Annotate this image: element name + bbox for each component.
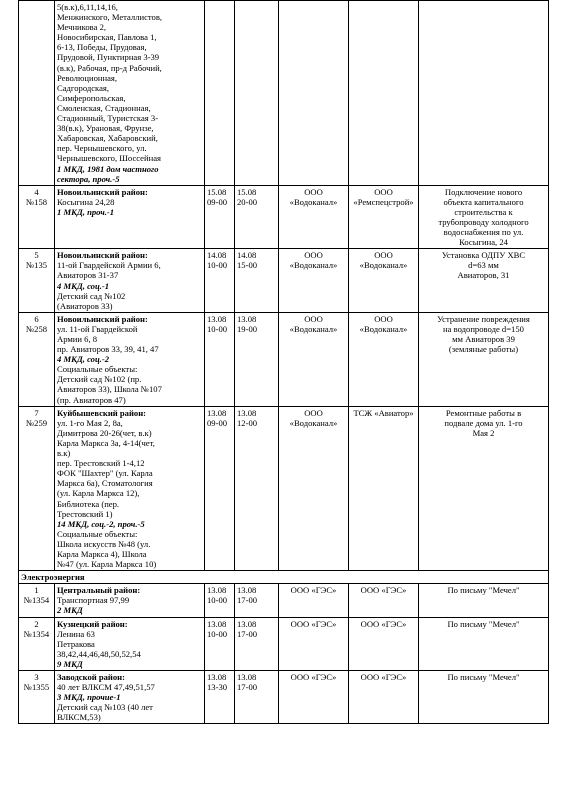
summary-line: 3 МКД, прочие-1: [57, 692, 121, 703]
start-time: 10-00: [207, 260, 228, 271]
row-code: №135: [25, 260, 48, 271]
work-line: Авиаторов, 31: [457, 270, 510, 281]
start-time: 10-00: [207, 628, 228, 639]
table-row: [19, 617, 549, 670]
end-date: 13.08: [237, 618, 257, 629]
table-row-continued: [19, 1, 549, 186]
cell-organization: [279, 312, 349, 406]
cell-organization: [279, 249, 349, 313]
executor-line: ООО «ГЭС»: [360, 618, 407, 629]
start-time: 10-00: [207, 595, 228, 606]
cell-start: [205, 249, 235, 313]
cell-work: [419, 312, 549, 406]
address-line: Менжинского, Металлистов,: [57, 12, 163, 23]
cell-work: [419, 671, 549, 724]
cell-start: [205, 1, 235, 186]
address-line: ул. 11-ой Гвардейской: [57, 323, 138, 334]
table-row: [19, 406, 549, 571]
executor-line: «Водоканал»: [359, 260, 408, 271]
address-line: Транспортная 97,99: [57, 595, 130, 606]
table-row: [19, 584, 549, 617]
executor-line: ООО: [374, 250, 393, 261]
address-line: ФОК "Шахтер" (ул. Карла: [57, 468, 153, 479]
social-object-line: Социальные объекты:: [57, 528, 138, 539]
address-line: Стадионный, Туристская 3-: [57, 113, 159, 124]
end-time: 15-00: [237, 260, 258, 271]
cell-start: [205, 185, 235, 249]
cell-end: [235, 406, 279, 571]
start-date: 13.08: [207, 672, 227, 682]
row-code: №158: [25, 196, 48, 207]
address-line: Мечникова 2,: [57, 22, 107, 33]
work-line: объекта капитального: [443, 196, 524, 207]
row-number: 6: [34, 313, 39, 324]
table-row: [19, 185, 549, 249]
end-time: 20-00: [237, 196, 258, 207]
start-date: 13.08: [207, 618, 227, 629]
end-date: 13.08: [237, 313, 257, 324]
address-line: пер. Трестовский 1-4,12: [57, 458, 145, 469]
address-line: Чернышевского, Шоссейная: [57, 153, 161, 164]
cell-start: [205, 312, 235, 406]
row-code: №1354: [23, 595, 50, 606]
cell-start: [205, 617, 235, 670]
work-line: на водопроводе d=150: [443, 323, 524, 334]
address-line: Прудовой, Пунктирная 3-39: [57, 52, 160, 63]
organization-line: «Водоканал»: [289, 196, 338, 207]
summary-line: 9 МКД: [57, 658, 83, 669]
section-title: Электроэнергия: [19, 571, 549, 584]
row-number: 1: [34, 585, 39, 596]
cell-addresses: [55, 584, 205, 617]
work-line: Установка ОДПУ ХВС: [441, 250, 526, 261]
cell-organization: [279, 671, 349, 724]
district-name: Кузнецкий район:: [57, 618, 128, 629]
social-object-line: Карла Маркса 4), Школа: [57, 548, 147, 559]
cell-executor: [349, 185, 419, 249]
social-object-line: ВЛКСМ,53): [57, 712, 101, 723]
start-time: 09-00: [207, 196, 228, 207]
address-line: 38(в.к), Урановая, Фрунзе,: [57, 123, 154, 134]
row-number: 7: [34, 407, 39, 418]
row-code: №1354: [23, 628, 50, 639]
work-line: Устранение повреждения: [437, 313, 530, 324]
address-line: Карла Маркса 3а, 4-14(чет,: [57, 437, 155, 448]
row-number: 5: [34, 250, 39, 261]
organization-line: ООО: [304, 250, 323, 261]
start-date: 13.08: [207, 313, 227, 324]
executor-line: «Водоканал»: [359, 323, 408, 334]
address-line: Маркса 6а), Стоматология: [57, 478, 153, 489]
organization-line: ООО «ГЭС»: [290, 585, 337, 596]
outage-schedule-table: [18, 0, 549, 724]
start-time: 09-00: [207, 417, 228, 428]
end-date: 15.08: [237, 186, 257, 197]
work-line: Косыгина, 24: [459, 237, 508, 248]
cell-number: [19, 671, 55, 724]
social-object-line: (Авиаторов 33): [57, 300, 113, 311]
address-line: 11-ой Гвардейской Армии 6,: [57, 260, 161, 271]
row-code: №259: [25, 417, 48, 428]
cell-start: [205, 406, 235, 571]
summary-line: 4 МКД, соц.-2: [57, 354, 110, 365]
table-row: [19, 312, 549, 406]
cell-addresses: [55, 249, 205, 313]
cell-work: [419, 249, 549, 313]
address-line: пер. Чернышевского, ул.: [57, 143, 147, 154]
social-object-line: Школа искусств №48 (ул.: [57, 538, 151, 549]
district-name: Заводской район:: [57, 672, 125, 682]
organization-line: ООО: [304, 407, 323, 418]
address-line: пр. Авиаторов 33, 39, 41, 47: [57, 344, 159, 355]
cell-executor: [349, 617, 419, 670]
cell-number: [19, 617, 55, 670]
address-line: Смоленская, Стадионная,: [57, 102, 151, 113]
work-line: водоснабжения по ул.: [443, 227, 524, 238]
address-line: 38,42,44,46,48,50,52,54: [57, 648, 141, 659]
social-object-line: Детский сад №103 (40 лет: [57, 702, 153, 713]
end-time: 12-00: [237, 417, 258, 428]
row-code: №1355: [23, 682, 50, 693]
row-number: 2: [34, 618, 39, 629]
address-line: Авиаторов 31-37: [57, 270, 119, 281]
social-object-line: Социальные объекты:: [57, 364, 138, 375]
social-object-line: №47 (ул. Карла Маркса 10): [57, 559, 157, 570]
address-line: 40 лет ВЛКСМ 47,49,51,57: [57, 682, 155, 693]
cell-executor: [349, 249, 419, 313]
work-line: строительства к: [454, 206, 513, 217]
cell-end: [235, 1, 279, 186]
address-line: Ленина 63: [57, 628, 95, 639]
address-line: 5(в.к),6,11,14,16,: [57, 2, 118, 12]
executor-line: ООО: [374, 186, 393, 197]
social-object-line: Детский сад №102 (пр.: [57, 374, 142, 385]
executor-line: ТСЖ «Авиатор»: [353, 407, 414, 418]
cell-number: [19, 185, 55, 249]
organization-line: ООО «ГЭС»: [290, 672, 337, 682]
start-date: 15.08: [207, 186, 227, 197]
cell-number: [19, 249, 55, 313]
summary-line: 14 МКД, соц.-2, проч.-5: [57, 518, 145, 529]
address-line: 6-13, Победы, Прудовая,: [57, 42, 147, 53]
row-number: 3: [34, 672, 39, 682]
work-line: d=63 мм: [468, 260, 499, 271]
district-name: Новоильинский район:: [57, 250, 148, 261]
cell-number: [19, 312, 55, 406]
table-body: [19, 1, 549, 724]
organization-line: ООО «ГЭС»: [290, 618, 337, 629]
work-line: Подключение нового: [444, 186, 523, 197]
end-date: 13.08: [237, 672, 257, 682]
cell-executor: [349, 671, 419, 724]
district-name: Новоильинский район:: [57, 313, 148, 324]
cell-number: [19, 406, 55, 571]
end-time: 17-00: [237, 628, 258, 639]
cell-addresses: [55, 1, 205, 186]
cell-start: [205, 671, 235, 724]
cell-organization: [279, 584, 349, 617]
cell-number: [19, 1, 55, 186]
work-line: мм Авиаторов 39: [452, 334, 515, 344]
start-date: 13.08: [207, 585, 227, 596]
start-date: 14.08: [207, 250, 227, 261]
end-time: 17-00: [237, 682, 258, 693]
cell-end: [235, 584, 279, 617]
organization-line: ООО: [304, 313, 323, 324]
cell-work: [419, 1, 549, 186]
end-date: 13.08: [237, 407, 257, 418]
row-code: №258: [25, 323, 48, 334]
cell-addresses: [55, 671, 205, 724]
cell-work: [419, 406, 549, 571]
end-date: 14.08: [237, 250, 257, 261]
work-line: подвале дома ул. 1-го: [444, 417, 523, 428]
cell-work: [419, 617, 549, 670]
address-line: Трестовский 1): [57, 508, 113, 519]
cell-addresses: [55, 185, 205, 249]
address-line: Библиотека (пер.: [57, 498, 120, 509]
address-line: в.к): [57, 448, 71, 459]
row-number: 4: [34, 186, 39, 197]
cell-organization: [279, 406, 349, 571]
section-header-row: [19, 571, 549, 584]
work-line: По письму "Мечел": [447, 672, 520, 682]
address-line: Симферопольская,: [57, 92, 126, 103]
end-time: 17-00: [237, 595, 258, 606]
summary-line: 2 МКД: [57, 605, 83, 616]
start-time: 13-30: [207, 682, 228, 693]
summary-line: 4 МКД, соц.-1: [57, 280, 110, 291]
work-line: Мая 2: [472, 427, 495, 438]
social-object-line: (пр. Авиаторов 47): [57, 394, 126, 405]
cell-work: [419, 584, 549, 617]
cell-end: [235, 671, 279, 724]
address-line: Хабаровская, Хабаровский,: [57, 133, 158, 144]
cell-organization: [279, 185, 349, 249]
address-line: Садгородская,: [57, 82, 110, 93]
cell-addresses: [55, 406, 205, 571]
address-line: (ул. Карла Маркса 12),: [57, 488, 140, 499]
address-line: Косыгина 24,28: [57, 196, 115, 207]
table-row: [19, 249, 549, 313]
cell-executor: [349, 1, 419, 186]
cell-end: [235, 185, 279, 249]
executor-line: «Ремспецстрой»: [353, 196, 414, 207]
work-line: Ремонтные работы в: [445, 407, 522, 418]
summary-line: сектора, проч.-5: [57, 173, 120, 184]
summary-line: 1 МКД, проч.-1: [57, 206, 115, 217]
start-time: 10-00: [207, 323, 228, 334]
cell-work: [419, 185, 549, 249]
address-line: Димитрова 20-26(чет, в.к): [57, 427, 152, 438]
cell-organization: [279, 1, 349, 186]
cell-end: [235, 617, 279, 670]
district-name: Куйбышевский район:: [57, 407, 147, 418]
end-time: 19-00: [237, 323, 258, 334]
work-line: (земляные работы): [448, 344, 519, 355]
summary-line: 1 МКД, 1981 дом частного: [57, 163, 159, 174]
work-line: По письму "Мечел": [447, 618, 520, 629]
work-line: трубопроводу холодного: [438, 216, 529, 227]
table-row: [19, 671, 549, 724]
cell-organization: [279, 617, 349, 670]
organization-line: «Водоканал»: [289, 260, 338, 271]
start-date: 13.08: [207, 407, 227, 418]
organization-line: «Водоканал»: [289, 417, 338, 428]
cell-addresses: [55, 617, 205, 670]
address-line: Новосибирская, Павлова 1,: [57, 32, 157, 43]
social-object-line: Авиаторов 33), Школа №107: [57, 384, 162, 395]
cell-number: [19, 584, 55, 617]
district-name: Центральный район:: [57, 585, 141, 596]
organization-line: «Водоканал»: [289, 323, 338, 334]
cell-start: [205, 584, 235, 617]
social-object-line: Детский сад №102: [57, 290, 126, 301]
address-line: ул. 1-го Мая 2, 8а,: [57, 417, 123, 428]
cell-addresses: [55, 312, 205, 406]
organization-line: ООО: [304, 186, 323, 197]
address-line: Революционная,: [57, 72, 117, 83]
work-line: По письму "Мечел": [447, 585, 520, 596]
address-line: Армии 6, 8: [57, 334, 98, 344]
executor-line: ООО: [374, 313, 393, 324]
address-line: Петракова: [57, 638, 95, 649]
end-date: 13.08: [237, 585, 257, 596]
cell-end: [235, 249, 279, 313]
address-line: (в.к), Рабочая, пр-д Рабочий,: [57, 62, 162, 73]
cell-executor: [349, 406, 419, 571]
cell-end: [235, 312, 279, 406]
executor-line: ООО «ГЭС»: [360, 585, 407, 596]
cell-executor: [349, 584, 419, 617]
cell-executor: [349, 312, 419, 406]
executor-line: ООО «ГЭС»: [360, 672, 407, 682]
district-name: Новоильинский район:: [57, 186, 148, 197]
